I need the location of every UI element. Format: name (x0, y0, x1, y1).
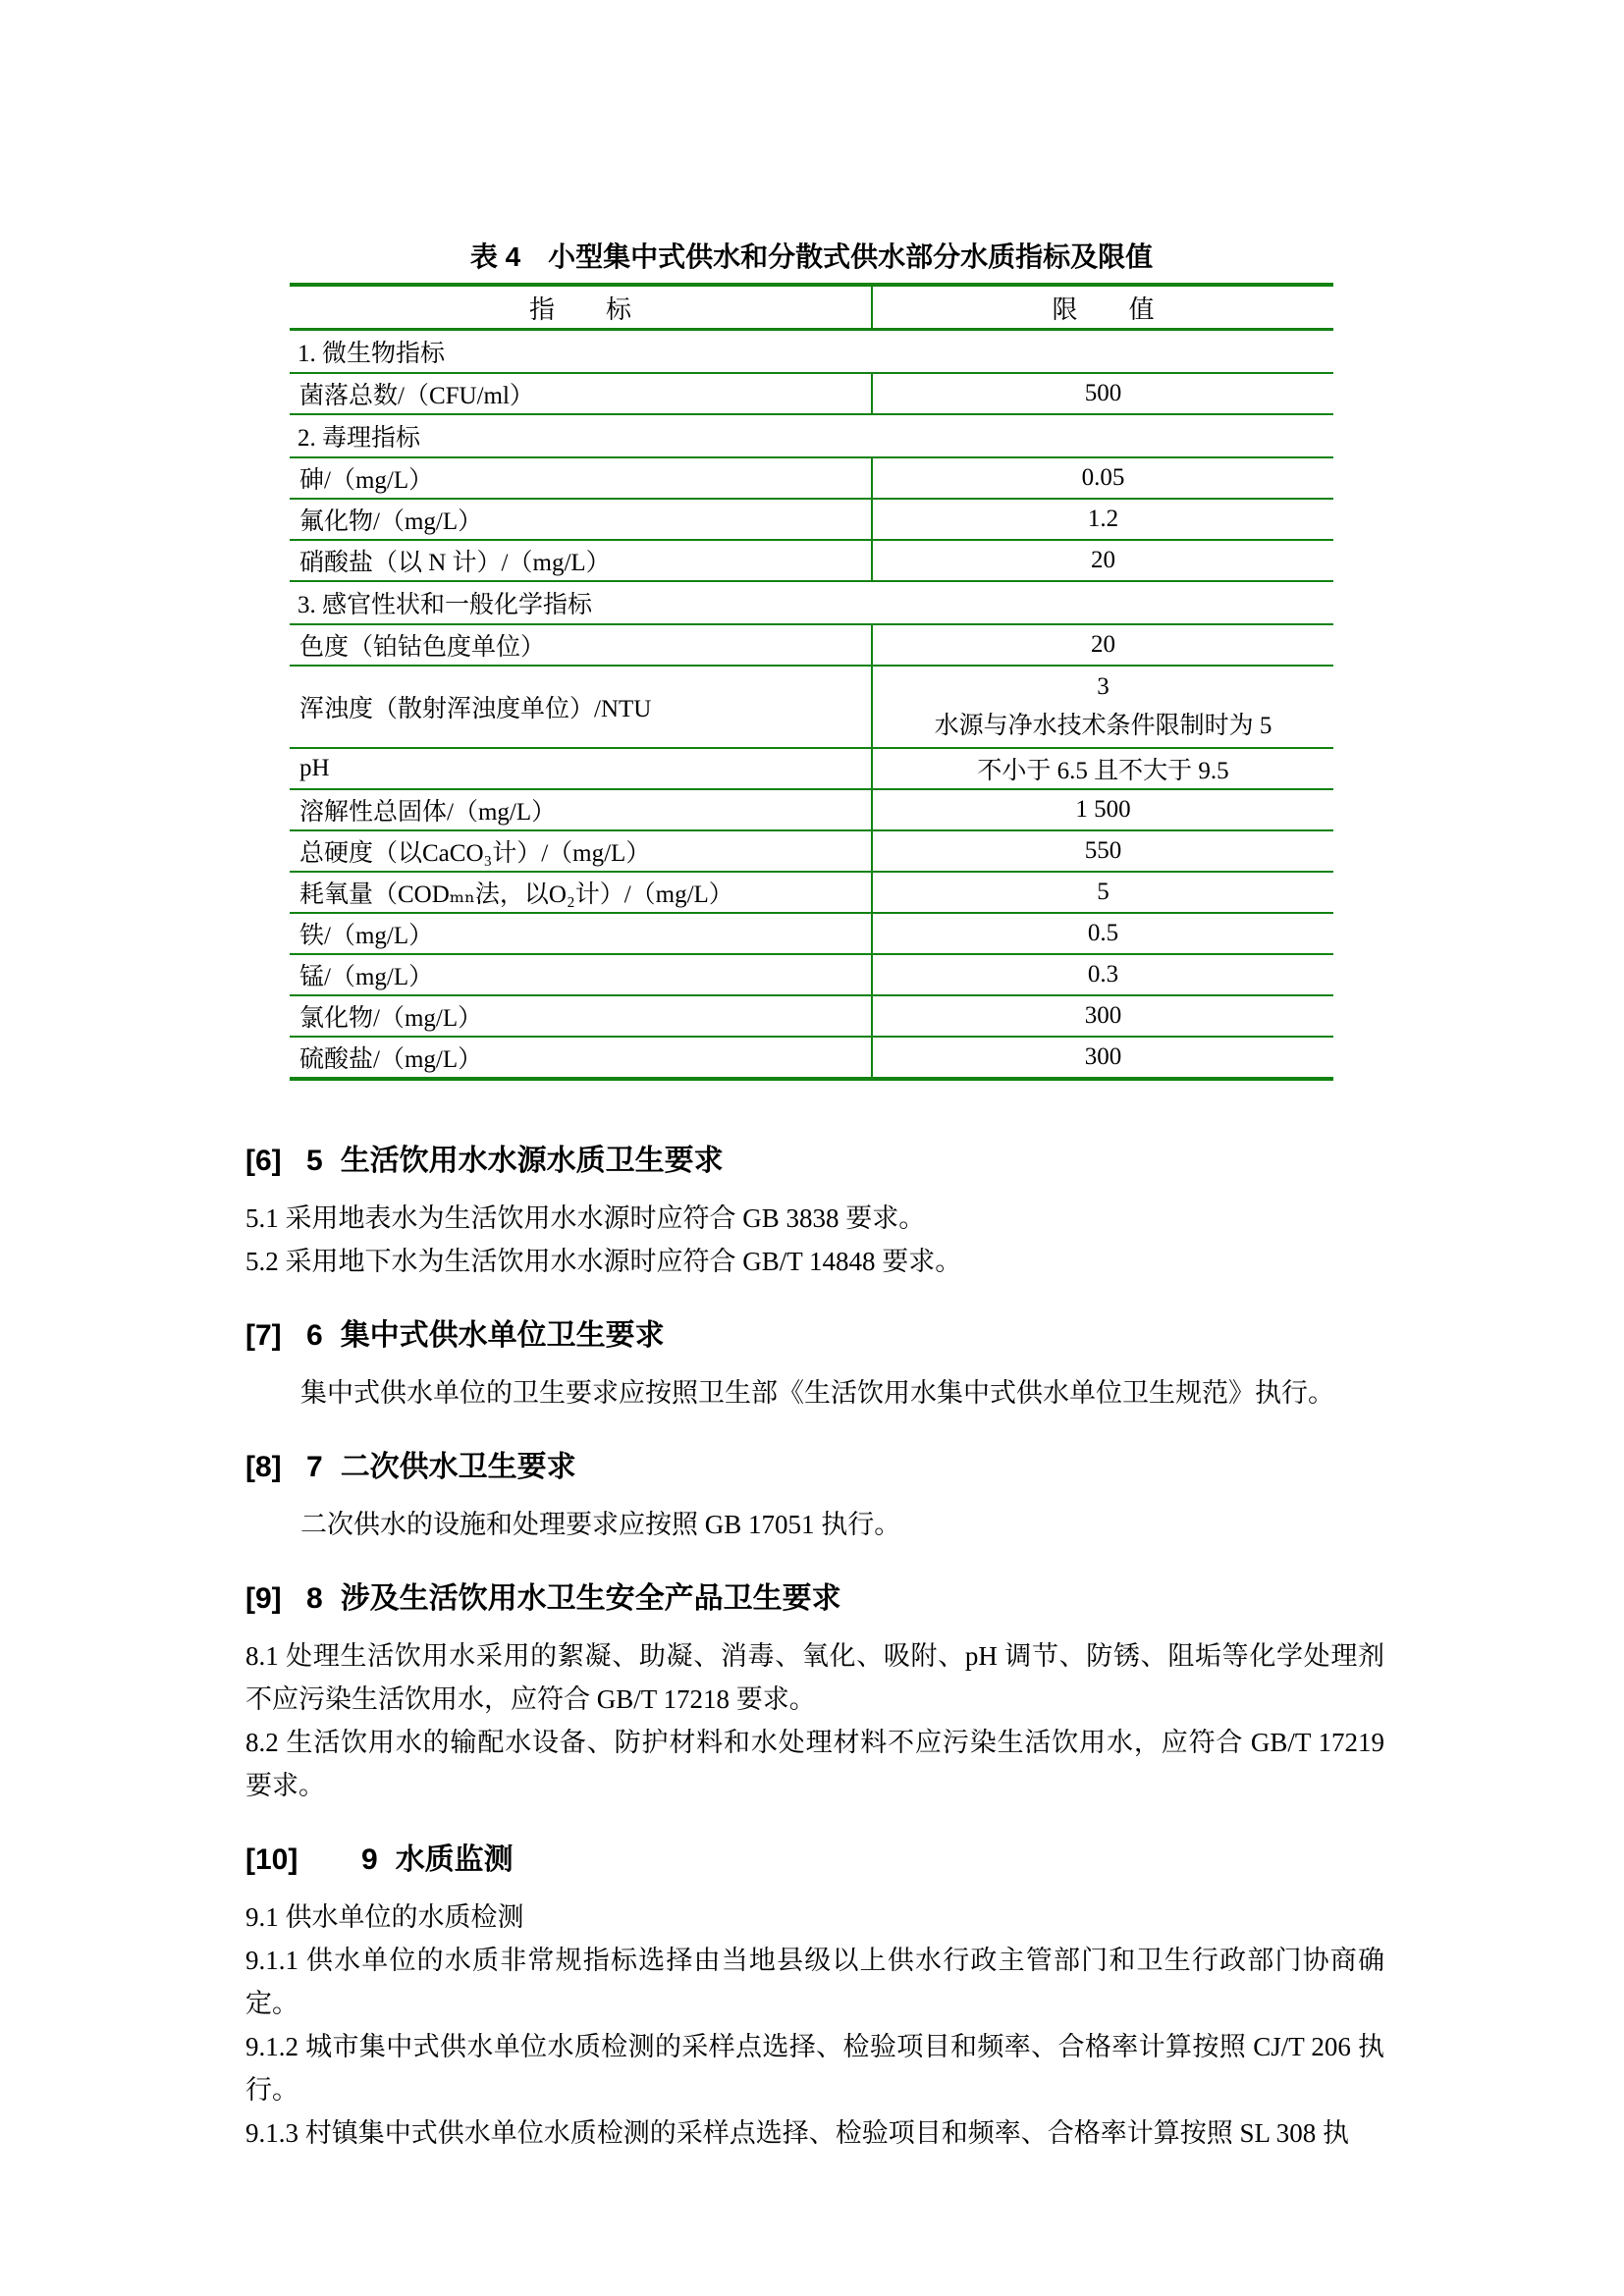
section-8-safety-product-requirements (245, 1579, 1384, 1807)
limit-cell: 不小于 6.5 且不大于 9.5 (872, 748, 1333, 789)
table-row (290, 1037, 1333, 1079)
limit-cell: 300 (872, 995, 1333, 1037)
section-heading (245, 1841, 1384, 1880)
table-row (290, 995, 1333, 1037)
section-6-centralized-supply-requirements (245, 1316, 1384, 1415)
section-heading (245, 1579, 1384, 1619)
section-number: 9 (361, 1843, 378, 1876)
section-title: 生活饮用水水源水质卫生要求 (340, 1145, 724, 1177)
section-number: 7 (306, 1451, 323, 1483)
indicator-cell: 总硬度（以CaCO₃计）/（mg/L） (290, 830, 872, 872)
section-number: 6 (306, 1319, 323, 1352)
table-row (290, 457, 1333, 499)
limit-cell: 0.5 (872, 913, 1333, 954)
limit-cell: 20 (872, 624, 1333, 666)
section-title: 涉及生活饮用水卫生安全产品卫生要求 (340, 1582, 841, 1615)
section-title: 水质监测 (395, 1843, 514, 1876)
section-7-secondary-supply-requirements (245, 1448, 1384, 1546)
category-label: 1. 微生物指标 (290, 330, 1333, 374)
section-paragraph: 集中式供水单位的卫生要求应按照卫生部《生活饮用水集中式供水单位卫生规范》执行。 (300, 1378, 1334, 1408)
section-paragraph: 9.1 供水单位的水质检测 (245, 1902, 524, 1932)
column-header-indicator: 指 标 (290, 285, 872, 330)
section-5-water-source-requirements (245, 1142, 1384, 1283)
indicator-cell: 溶解性总固体/（mg/L） (290, 789, 872, 830)
limit-cell: 0.3 (872, 954, 1333, 995)
column-header-limit: 限 值 (872, 285, 1333, 330)
table-row (290, 830, 1333, 872)
indicator-cell: 硝酸盐（以 N 计）/（mg/L） (290, 540, 872, 581)
section-paragraph: 5.1 采用地表水为生活饮用水水源时应符合 GB 3838 要求。 (245, 1203, 926, 1233)
section-paragraph: 9.1.1 供水单位的水质非常规指标选择由当地县级以上供水行政主管部门和卫生行政部门协商确定。 (245, 1946, 1384, 2018)
indicator-cell: 铁/（mg/L） (290, 913, 872, 954)
limit-cell: 5 (872, 872, 1333, 913)
table-category-row (290, 414, 1333, 457)
category-label: 3. 感官性状和一般化学指标 (290, 581, 1333, 624)
section-number: 5 (306, 1145, 323, 1177)
limit-cell: 20 (872, 540, 1333, 581)
indicator-cell: 菌落总数/（CFU/ml） (290, 373, 872, 414)
paragraph-bracket-number: [6] (245, 1145, 282, 1177)
table-row (290, 954, 1333, 995)
table-row (290, 748, 1333, 789)
section-heading (245, 1142, 1384, 1181)
section-paragraph: 8.2 生活饮用水的输配水设备、防护材料和水处理材料不应污染生活饮用水，应符合 GB/T 17219 要求。 (245, 1728, 1384, 1800)
indicator-cell: 氟化物/（mg/L） (290, 499, 872, 540)
section-heading (245, 1316, 1384, 1356)
indicator-cell: 色度（铂钴色度单位） (290, 624, 872, 666)
limit-cell: 550 (872, 830, 1333, 872)
section-paragraph: 9.1.2 城市集中式供水单位水质检测的采样点选择、检验项目和频率、合格率计算按照 CJ/T 206 执行。 (245, 2032, 1384, 2105)
paragraph-bracket-number: [10] (245, 1843, 298, 1876)
paragraph-bracket-number: [8] (245, 1451, 282, 1483)
table-row (290, 624, 1333, 666)
table-caption: 表 4 小型集中式供水和分散式供水部分水质指标及限值 (469, 241, 1154, 272)
section-9-water-quality-monitoring (245, 1841, 1384, 2155)
indicator-cell: 砷/（mg/L） (290, 457, 872, 499)
table-row (290, 872, 1333, 913)
table-row (290, 789, 1333, 830)
indicator-cell: 硫酸盐/（mg/L） (290, 1037, 872, 1079)
section-heading (245, 1448, 1384, 1487)
table-category-row (290, 581, 1333, 624)
section-number: 8 (306, 1582, 323, 1615)
paragraph-bracket-number: [7] (245, 1319, 282, 1352)
table-row (290, 540, 1333, 581)
category-label: 2. 毒理指标 (290, 414, 1333, 457)
section-paragraph: 二次供水的设施和处理要求应按照 GB 17051 执行。 (300, 1510, 901, 1539)
indicator-cell: pH (290, 748, 872, 789)
limit-cell: 500 (872, 373, 1333, 414)
table-row-turbidity (290, 666, 1333, 748)
section-title: 集中式供水单位卫生要求 (340, 1319, 665, 1352)
table-row (290, 499, 1333, 540)
section-title: 二次供水卫生要求 (340, 1451, 576, 1483)
section-paragraph: 8.1 处理生活饮用水采用的絮凝、助凝、消毒、氧化、吸附、pH 调节、防锈、阻垢等化学处理剂不应污染生活饮用水，应符合 GB/T 17218 要求。 (245, 1641, 1384, 1714)
limit-cell: 1 500 (872, 789, 1333, 830)
water-quality-table (290, 283, 1333, 1081)
indicator-cell: 氯化物/（mg/L） (290, 995, 872, 1037)
limit-cell: 0.05 (872, 457, 1333, 499)
table-row (290, 913, 1333, 954)
table-category-row (290, 330, 1333, 374)
indicator-cell: 浑浊度（散射浑浊度单位）/NTU (290, 666, 872, 748)
limit-value: 3 (1097, 673, 1110, 700)
limit-cell (872, 666, 1333, 748)
limit-cell: 300 (1084, 1043, 1122, 1070)
indicator-cell: 锰/（mg/L） (290, 954, 872, 995)
indicator-cell: 耗氧量（CODₘₙ法，以O₂计）/（mg/L） (290, 872, 872, 913)
limit-cell: 1.2 (872, 499, 1333, 540)
table-header-row (290, 285, 1333, 330)
paragraph-bracket-number: [9] (245, 1582, 282, 1615)
section-paragraph: 9.1.3 村镇集中式供水单位水质检测的采样点选择、检验项目和频率、合格率计算按照 SL 308 执 (245, 2118, 1350, 2148)
section-paragraph: 5.2 采用地下水为生活饮用水水源时应符合 GB/T 14848 要求。 (245, 1247, 962, 1276)
table-row (290, 373, 1333, 414)
limit-note: 水源与净水技术条件限制时为 5 (934, 713, 1272, 739)
